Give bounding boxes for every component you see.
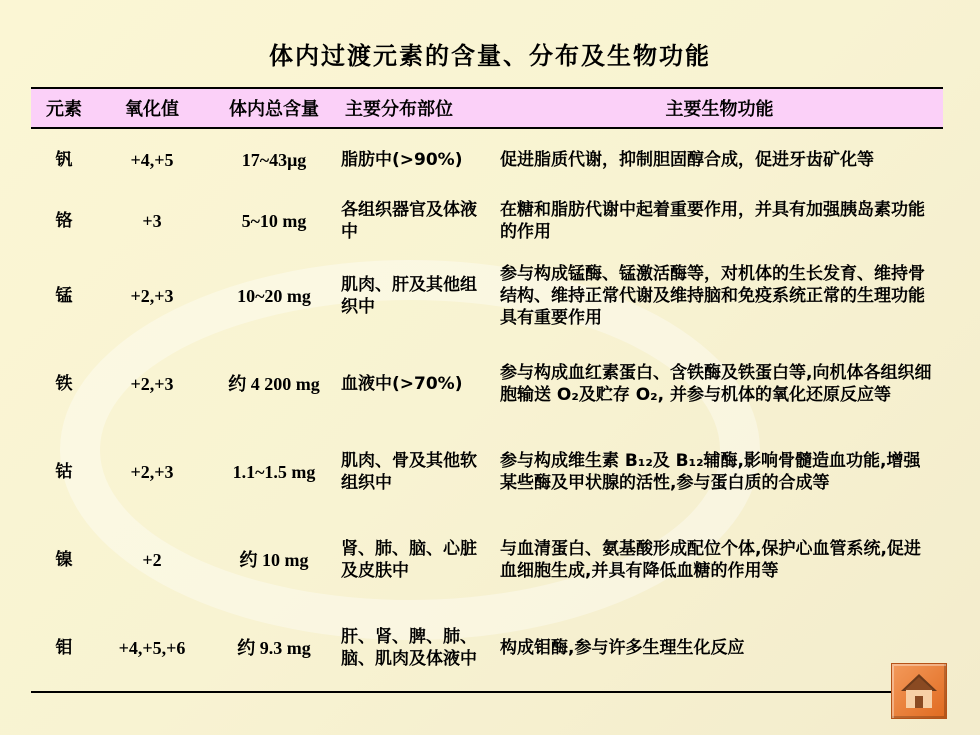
header-function: 主要生物功能 — [496, 88, 943, 128]
cell-oxidation: +2,+3 — [130, 374, 174, 394]
cell-distribution: 肌肉、肝及其他组织中 — [341, 275, 477, 317]
cell-distribution: 肌肉、骨及其他软组织中 — [341, 451, 477, 493]
table-row — [31, 252, 943, 340]
cell-distribution: 脂肪中(>90%) — [341, 149, 463, 170]
header-content: 体内总含量 — [207, 88, 341, 128]
cell-oxidation: +2,+3 — [130, 462, 174, 482]
cell-function: 参与构成维生素 B₁₂及 B₁₂辅酶,影响骨髓造血功能,增强某些酶及甲状腺的活性,参与蛋白质的合成等 — [500, 451, 921, 493]
cell-content: 约 9.3 mg — [207, 604, 341, 692]
header-oxidation: 氧化值 — [97, 88, 207, 128]
cell-function: 在糖和脂肪代谢中起着重要作用，并具有加强胰岛素功能的作用 — [500, 200, 925, 242]
cell-function: 构成钼酶,参与许多生理生化反应 — [496, 604, 943, 692]
cell-distribution: 肝、肾、脾、肺、脑、肌肉及体液中 — [341, 604, 496, 692]
cell-oxidation: +2 — [142, 550, 162, 570]
cell-element: 镍 — [55, 550, 73, 570]
cell-function: 促进脂质代谢，抑制胆固醇合成，促进牙齿矿化等 — [500, 149, 874, 170]
cell-element: 锰 — [55, 286, 73, 306]
cell-oxidation: +4,+5,+6 — [97, 604, 207, 692]
cell-distribution: 血液中(>70%) — [341, 374, 463, 394]
table-row — [31, 190, 943, 252]
header-element: 元素 — [31, 88, 97, 128]
table-row — [31, 604, 943, 692]
cell-function: 参与构成锰酶、锰激活酶等，对机体的生长发育、维持骨结构、维持正常代谢及维持脑和免疫系统正常的生理功能具有重要作用 — [500, 264, 925, 328]
cell-function: 与血清蛋白、氨基酸形成配位个体,保护心血管系统,促进血细胞生成,并具有降低血糖的作用等 — [500, 539, 921, 581]
home-button[interactable] — [891, 663, 947, 719]
cell-element: 钼 — [31, 604, 97, 692]
home-icon — [899, 671, 939, 711]
cell-distribution: 肾、肺、脑、心脏及皮肤中 — [341, 539, 477, 581]
table-row — [31, 128, 943, 190]
cell-content: 约 4 200 mg — [228, 374, 320, 394]
cell-oxidation: +2,+3 — [130, 286, 174, 306]
cell-content: 1.1~1.5 mg — [232, 462, 316, 482]
cell-content: 17~43μg — [241, 149, 307, 170]
elements-table — [31, 87, 943, 693]
cell-content: 约 10 mg — [239, 550, 309, 570]
cell-distribution: 各组织器官及体液中 — [341, 200, 477, 242]
cell-content: 5~10 mg — [241, 211, 307, 231]
cell-element: 钴 — [55, 462, 73, 482]
cell-oxidation: +3 — [142, 211, 162, 231]
table-header-row — [31, 88, 943, 128]
cell-oxidation: +4,+5 — [130, 149, 174, 170]
cell-content: 10~20 mg — [237, 286, 311, 306]
page-title: 体内过渡元素的含量、分布及生物功能 — [269, 42, 711, 70]
cell-element: 铁 — [55, 374, 73, 394]
cell-function: 参与构成血红素蛋白、含铁酶及铁蛋白等,向机体各组织细胞输送 O₂及贮存 O₂, 并参与机体的氧化还原反应等 — [500, 363, 932, 405]
table-row — [31, 516, 943, 604]
cell-element: 铬 — [55, 211, 73, 231]
header-distribution: 主要分布部位 — [341, 88, 496, 128]
cell-element: 钒 — [55, 149, 73, 170]
table-row — [31, 428, 943, 516]
table-row — [31, 340, 943, 428]
